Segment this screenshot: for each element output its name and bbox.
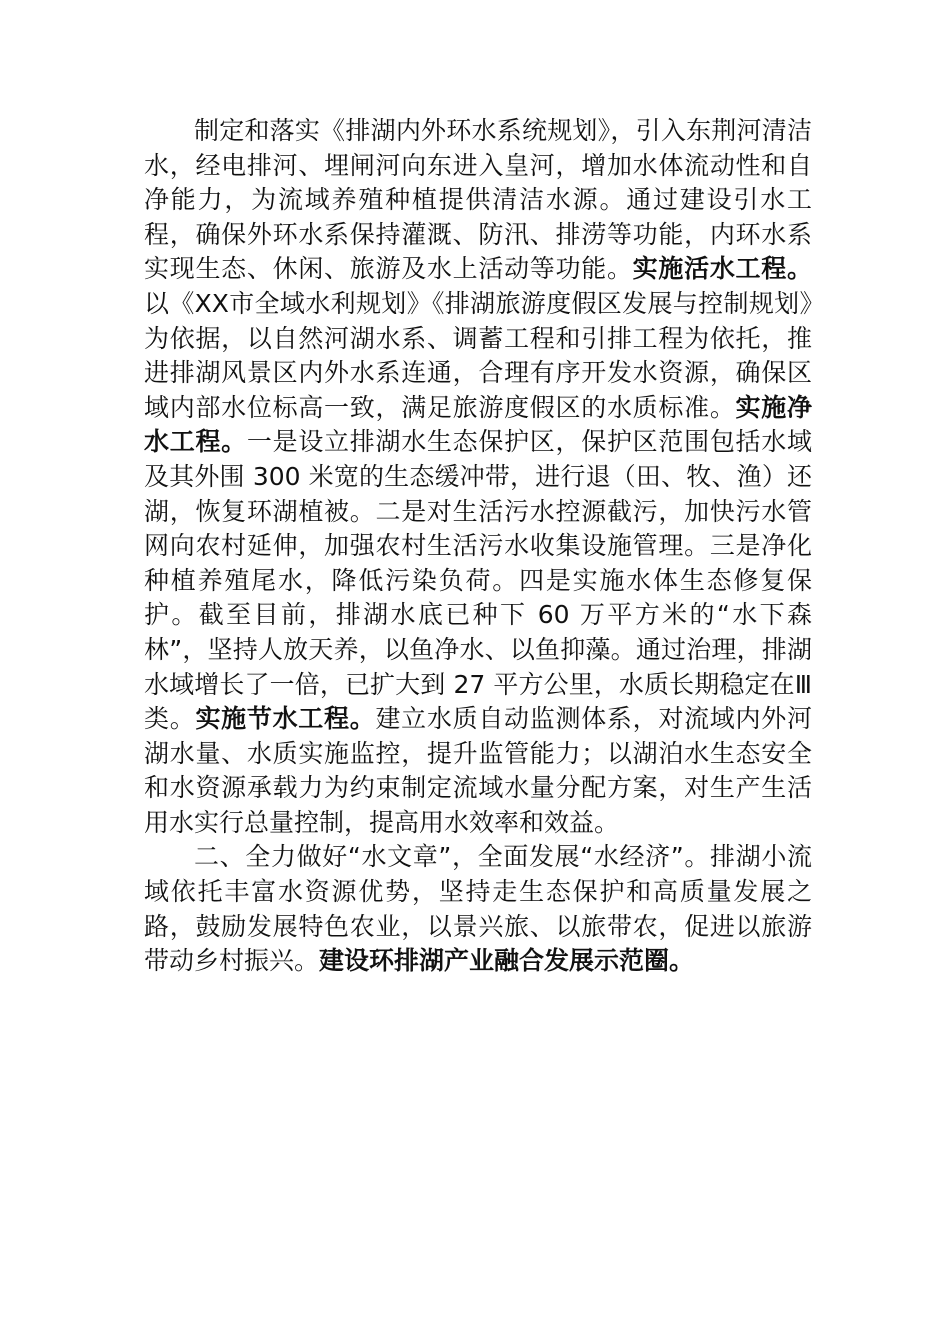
bold-heading: 实施净水工程。: [144, 392, 812, 457]
bold-heading: 建设环排湖产业融合发展示范圈。: [319, 946, 695, 976]
text-run: 以《XX市全域水利规划》《排湖旅游度假区发展与控制规划》为依据，以自然河湖水系、调蓄工程和引排工程为依托，推进排湖风景区内外水系连通，合理有序开发水资源，确保区域内部水位标高一致，满足旅游度假区的水质标准。: [144, 288, 812, 422]
bold-heading: 实施节水工程。: [195, 704, 376, 734]
paragraph: [144, 114, 812, 840]
bold-heading: 实施活水工程。: [632, 254, 812, 284]
text-run: 建立水质自动监测体系，对流域内外河湖水量、水质实施监控，提升监管能力；以湖泊水生态安全和水资源承载力为约束制定流域水量分配方案，对生产生活用水实行总量控制，提高用水效率和效益。: [144, 704, 812, 837]
text-run: 一是设立排湖水生态保护区，保护区范围包括水域及其外围 300 米宽的生态缓冲带，进行退（田、牧、渔）还湖，恢复环湖植被。二是对生活污水控源截污，加快污水管网向农村延伸，加强农村生活污水收集设施管理。三是净化种植养殖尾水，降低污染负荷。四是实施水体生态修复保护。截至目前，排湖水底已种下 60 万平方米的“水下森林”，坚持人放天养，以鱼净水、以鱼抑藻。通过治理，排湖水域增长了一倍，已扩大到 27 平方公里，水质长期稳定在Ⅲ类。: [144, 427, 812, 734]
body-text: [144, 114, 812, 979]
text-run: 二、全力做好“水文章”，全面发展“水经济”。排湖小流域依托丰富水资源优势，坚持走生态保护和高质量发展之路，鼓励发展特色农业，以景兴旅、以旅带农，促进以旅游带动乡村振兴。: [144, 842, 812, 976]
text-run: 制定和落实《排湖内外环水系统规划》，引入东荆河清洁水，经电排河、埋闸河向东进入皇河，增加水体流动性和自净能力，为流域养殖种植提供清洁水源。通过建设引水工程，确保外环水系保持灌溉、防汛、排涝等功能，内环水系实现生态、休闲、旅游及水上活动等功能。: [144, 116, 812, 284]
paragraph: [144, 840, 812, 978]
